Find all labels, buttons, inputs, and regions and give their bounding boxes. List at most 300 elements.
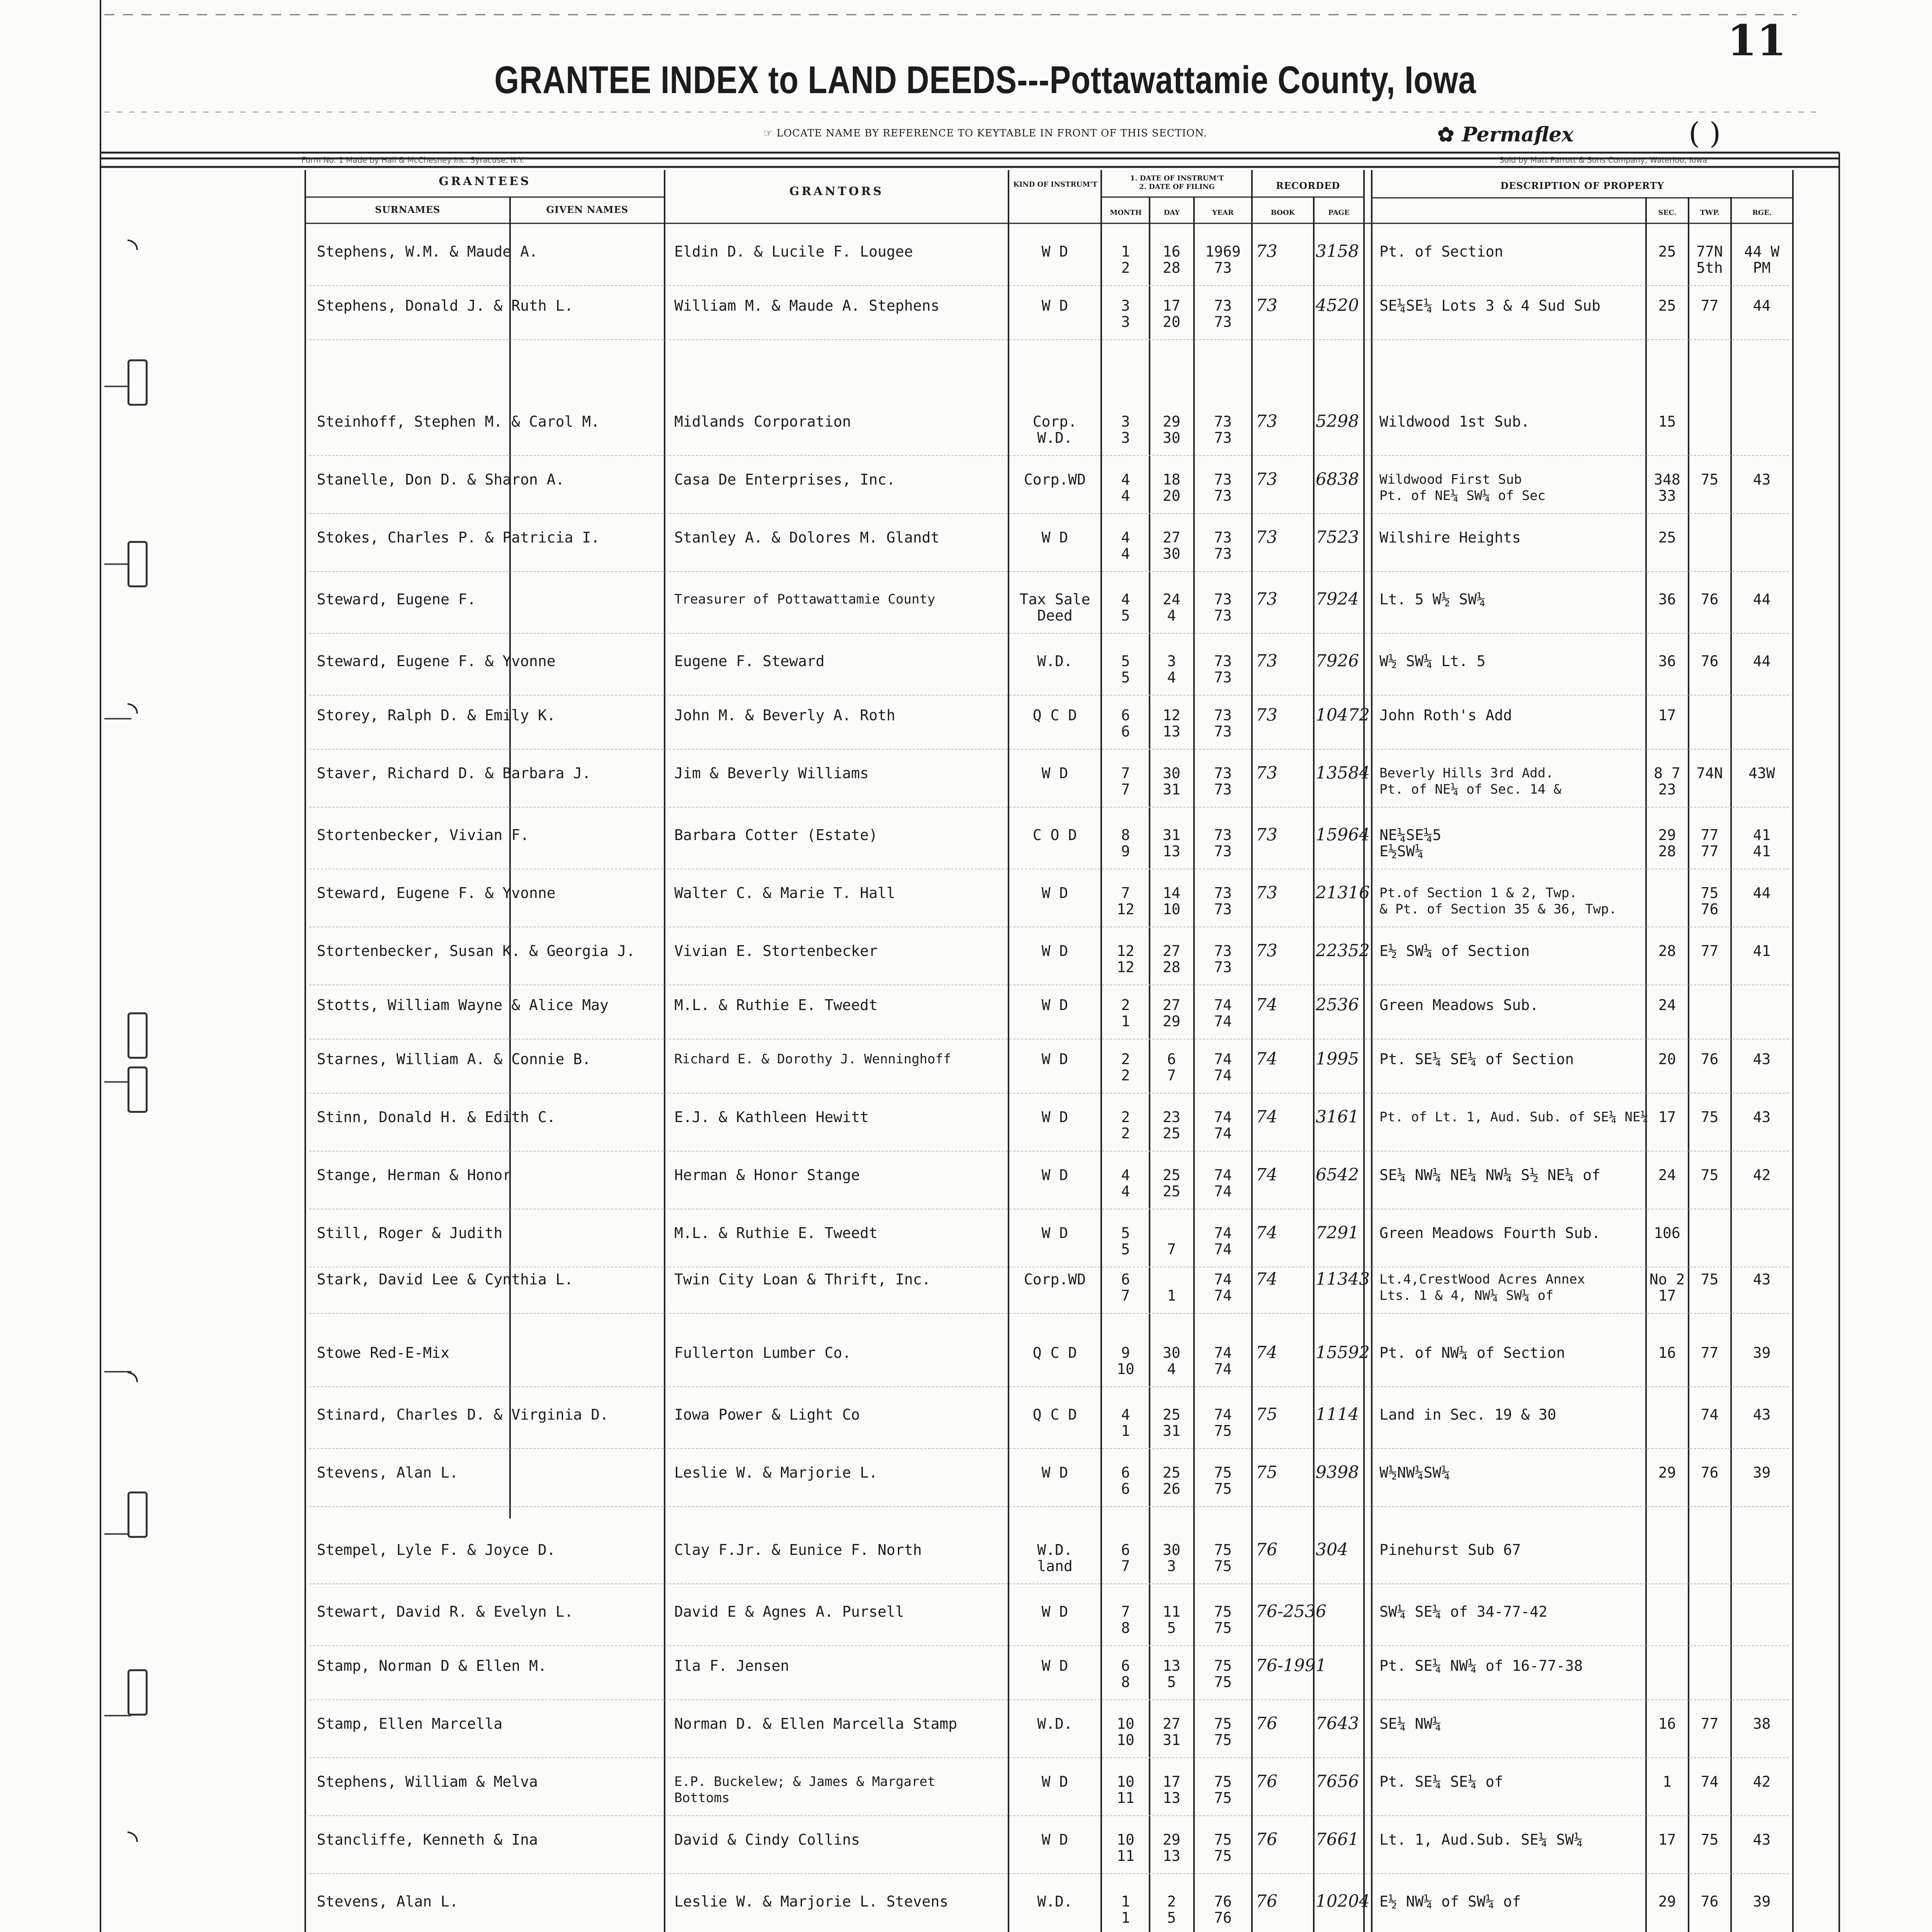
book-cell: 73 xyxy=(1256,763,1277,783)
grantor-cell: Richard E. & Dorothy J. Wenninghoff xyxy=(674,1051,951,1067)
year-cell: 1969 73 xyxy=(1205,243,1241,276)
year-cell: 73 73 xyxy=(1214,942,1232,976)
month-cell: 12 12 xyxy=(1117,942,1134,976)
grantor-cell: David & Cindy Collins xyxy=(674,1831,860,1848)
twp-cell: 77 xyxy=(1701,1344,1719,1361)
grantee-cell: Stokes, Charles P. & Patricia I. xyxy=(317,529,600,546)
book-cell: 73 xyxy=(1256,242,1277,261)
day-cell: 6 7 xyxy=(1167,1051,1176,1084)
kind-cell: W D xyxy=(1041,997,1068,1014)
description-cell: E½ NW¼ of SW¼ of xyxy=(1379,1893,1521,1910)
grantor-cell: Leslie W. & Marjorie L. Stevens xyxy=(674,1893,949,1910)
twp-cell: 75 xyxy=(1701,1271,1719,1288)
page-cell: 10472 xyxy=(1316,705,1370,725)
kind-cell: W.D. xyxy=(1037,653,1073,670)
kind-cell: W D xyxy=(1041,1167,1068,1184)
page-cell: 11343 xyxy=(1316,1269,1370,1289)
description-cell: Beverly Hills 3rd Add. Pt. of NE¼ of Sec. 14 & xyxy=(1379,765,1561,797)
grantor-cell: M.L. & Ruthie E. Tweedt xyxy=(674,997,878,1014)
year-cell: 75 75 xyxy=(1214,1464,1232,1497)
month-cell: 6 6 xyxy=(1121,1464,1130,1497)
year-cell: 75 75 xyxy=(1214,1831,1232,1864)
description-cell: Wildwood 1st Sub. xyxy=(1379,413,1530,430)
month-cell: 6 7 xyxy=(1121,1271,1130,1304)
kind-cell: Q C D xyxy=(1032,1406,1077,1423)
page-cell: 13584 xyxy=(1316,763,1370,783)
day-cell: 2 5 xyxy=(1167,1893,1176,1926)
rge-cell: 38 xyxy=(1753,1715,1771,1732)
rge-cell: 43 xyxy=(1753,1831,1771,1848)
month-cell: 3 3 xyxy=(1121,297,1130,330)
row-separator xyxy=(309,1699,1789,1700)
sec-cell: 16 xyxy=(1658,1715,1676,1732)
description-cell: John Roth's Add xyxy=(1379,707,1512,724)
year-cell: 73 73 xyxy=(1214,529,1232,562)
month-cell: 4 1 xyxy=(1121,1406,1130,1439)
day-cell: 30 3 xyxy=(1163,1541,1180,1575)
page-cell: 15592 xyxy=(1316,1343,1370,1362)
key-tab-bracket: ( ) xyxy=(1689,116,1721,150)
ring-mark: ◝ xyxy=(128,696,138,727)
page-title: GRANTEE INDEX to LAND DEEDS---Pottawattamie County, Iowa xyxy=(494,58,1476,102)
row-separator xyxy=(309,571,1789,572)
description-cell: Pt. of Section xyxy=(1379,243,1503,260)
twp-cell: 77 xyxy=(1701,297,1719,314)
description-cell: Pt. SE¼ SE¼ of Section xyxy=(1379,1051,1574,1068)
book-cell: 74 xyxy=(1256,995,1277,1015)
twp-cell: 77 77 xyxy=(1701,827,1719,860)
rge-cell: 39 xyxy=(1753,1464,1771,1481)
grantee-cell: Stancliffe, Kenneth & Ina xyxy=(317,1831,538,1848)
day-cell: 23 25 xyxy=(1163,1109,1180,1142)
kind-cell: W D xyxy=(1041,1051,1068,1068)
header-date-instrument: 1. DATE OF INSTRUM'T xyxy=(1130,174,1224,182)
page-cell: 304 xyxy=(1316,1540,1348,1560)
row-separator xyxy=(309,1386,1789,1387)
month-cell: 5 5 xyxy=(1121,1225,1130,1258)
header-rules xyxy=(100,153,1839,167)
kind-cell: W.D. land xyxy=(1037,1541,1073,1575)
header-year: YEAR xyxy=(1212,209,1234,217)
book-cell: 76 xyxy=(1256,1540,1277,1560)
twp-cell: 77 xyxy=(1701,1715,1719,1732)
year-cell: 76 76 xyxy=(1214,1893,1232,1926)
twp-cell: 76 xyxy=(1701,1051,1719,1068)
month-cell: 6 8 xyxy=(1121,1657,1130,1690)
rge-cell: 43 xyxy=(1753,1051,1771,1068)
header-page: PAGE xyxy=(1328,209,1350,217)
day-cell: 24 4 xyxy=(1163,591,1180,624)
year-cell: 73 73 xyxy=(1214,707,1232,740)
day-cell: 13 5 xyxy=(1163,1657,1180,1690)
month-cell: 1 1 xyxy=(1121,1893,1130,1926)
row-separator xyxy=(309,339,1789,340)
page-cell: 7924 xyxy=(1316,589,1359,609)
grantor-cell: M.L. & Ruthie E. Tweedt xyxy=(674,1225,878,1242)
grantee-cell: Steward, Eugene F. & Yvonne xyxy=(317,653,556,670)
month-cell: 5 5 xyxy=(1121,653,1130,686)
sec-cell: 25 xyxy=(1658,243,1676,260)
twp-cell: 74 xyxy=(1701,1406,1719,1423)
page-cell: 3161 xyxy=(1316,1107,1359,1127)
day-cell: 27 28 xyxy=(1163,942,1180,976)
rge-cell: 44 xyxy=(1753,884,1771,901)
header-date-filing: 2. DATE OF FILING xyxy=(1139,183,1215,191)
year-cell: 75 75 xyxy=(1214,1541,1232,1575)
page-cell: 6838 xyxy=(1316,469,1359,489)
book-cell: 76-2536 xyxy=(1256,1602,1327,1621)
grantor-cell: Vivian E. Stortenbecker xyxy=(674,942,878,959)
page-cell: 9398 xyxy=(1316,1463,1359,1482)
description-cell: Pt. of NW¼ of Section xyxy=(1379,1344,1565,1361)
month-cell: 4 4 xyxy=(1121,1167,1130,1200)
grantor-cell: Barbara Cotter (Estate) xyxy=(674,827,878,844)
kind-cell: Q C D xyxy=(1032,707,1077,724)
grantor-cell: William M. & Maude A. Stephens xyxy=(674,297,940,314)
row-separator xyxy=(309,1873,1789,1874)
sec-cell: 25 xyxy=(1658,529,1676,546)
kind-cell: W D xyxy=(1041,1464,1068,1481)
page-cell: 7656 xyxy=(1316,1772,1359,1791)
book-cell: 74 xyxy=(1256,1269,1277,1289)
kind-cell: Corp.WD xyxy=(1024,1271,1086,1288)
grantor-cell: Treasurer of Pottawattamie County xyxy=(674,592,935,607)
grantee-cell: Storey, Ralph D. & Emily K. xyxy=(317,707,556,724)
month-cell: 10 11 xyxy=(1117,1831,1134,1864)
page-number: 11 xyxy=(1727,15,1787,65)
sec-cell: 15 xyxy=(1658,413,1676,430)
month-cell: 7 12 xyxy=(1117,884,1134,918)
brand-name: Permaflex xyxy=(1462,123,1574,146)
rge-cell: 41 xyxy=(1753,942,1771,959)
page-cell: 10204 xyxy=(1316,1891,1370,1911)
kind-cell: W D xyxy=(1041,529,1068,546)
grantee-cell: Stephens, William & Melva xyxy=(317,1773,538,1790)
book-cell: 74 xyxy=(1256,1223,1277,1243)
book-cell: 73 xyxy=(1256,883,1277,903)
kind-cell: W D xyxy=(1041,1773,1068,1790)
row-separator xyxy=(309,1583,1789,1584)
sec-cell: 17 xyxy=(1658,1109,1676,1126)
header-month: MONTH xyxy=(1110,209,1142,217)
twp-cell: 76 xyxy=(1701,591,1719,608)
twp-cell: 76 xyxy=(1701,653,1719,670)
row-separator xyxy=(309,1313,1789,1314)
grantor-cell: Fullerton Lumber Co. xyxy=(674,1344,851,1361)
book-cell: 73 xyxy=(1256,651,1277,671)
kind-cell: W D xyxy=(1041,884,1068,901)
day-cell: 12 13 xyxy=(1163,707,1180,740)
kind-cell: W D xyxy=(1041,1831,1068,1848)
day-cell: 11 5 xyxy=(1163,1603,1180,1636)
binder-hole xyxy=(128,1669,148,1716)
grantee-cell: Stinard, Charles D. & Virginia D. xyxy=(317,1406,609,1423)
year-cell: 74 74 xyxy=(1214,1344,1232,1378)
page-cell: 21316 xyxy=(1316,883,1370,903)
description-cell: Pinehurst Sub 67 xyxy=(1379,1541,1521,1558)
twp-cell: 75 xyxy=(1701,1831,1719,1848)
description-cell: W½ SW¼ Lt. 5 xyxy=(1379,653,1486,670)
book-cell: 74 xyxy=(1256,1165,1277,1185)
book-cell: 74 xyxy=(1256,1049,1277,1069)
twp-cell: 74 xyxy=(1701,1773,1719,1790)
kind-cell: W D xyxy=(1041,1603,1068,1620)
year-cell: 74 74 xyxy=(1214,1271,1232,1304)
description-cell: Pt. SE¼ SE¼ of xyxy=(1379,1773,1503,1790)
sec-cell: 17 xyxy=(1658,1831,1676,1848)
year-cell: 74 74 xyxy=(1214,997,1232,1030)
grantee-cell: Stephens, Donald J. & Ruth L. xyxy=(317,297,573,314)
page-cell: 5298 xyxy=(1316,412,1359,431)
rge-cell: 41 41 xyxy=(1753,827,1771,860)
day-cell: 25 31 xyxy=(1163,1406,1180,1439)
twp-cell: 74N xyxy=(1696,765,1723,782)
header-grantees: GRANTEES xyxy=(439,175,531,188)
grantee-cell: Stark, David Lee & Cynthia L. xyxy=(317,1271,573,1288)
description-cell: Pt. SE¼ NW¼ of 16-77-38 xyxy=(1379,1657,1583,1674)
page-cell: 4520 xyxy=(1316,296,1359,315)
kind-cell: W D xyxy=(1041,942,1068,959)
grantee-cell: Stange, Herman & Honor xyxy=(317,1167,512,1184)
year-cell: 74 74 xyxy=(1214,1167,1232,1200)
year-cell: 73 73 xyxy=(1214,591,1232,624)
rge-cell: 43 xyxy=(1753,1109,1771,1126)
sec-cell: 29 28 xyxy=(1658,827,1676,860)
twp-cell: 77N 5th xyxy=(1696,243,1723,276)
grantee-cell: Stevens, Alan L. xyxy=(317,1893,459,1910)
book-cell: 76 xyxy=(1256,1891,1277,1911)
rge-cell: 39 xyxy=(1753,1344,1771,1361)
page-cell: 7523 xyxy=(1316,527,1359,547)
sec-cell: No 2 17 xyxy=(1649,1271,1685,1304)
year-cell: 75 75 xyxy=(1214,1603,1232,1636)
rge-cell: 43 xyxy=(1753,1406,1771,1423)
day-cell: 31 13 xyxy=(1163,827,1180,860)
month-cell: 4 5 xyxy=(1121,591,1130,624)
year-cell: 73 73 xyxy=(1214,471,1232,504)
page-cell: 7926 xyxy=(1316,651,1359,671)
kind-cell: Corp.WD xyxy=(1024,471,1086,488)
grantor-cell: Twin City Loan & Thrift, Inc. xyxy=(674,1271,931,1288)
day-cell: 3 4 xyxy=(1167,653,1176,686)
month-cell: 4 4 xyxy=(1121,471,1130,504)
sec-cell: 17 xyxy=(1658,707,1676,724)
month-cell: 2 2 xyxy=(1121,1109,1130,1142)
header-recorded: RECORDED xyxy=(1276,180,1340,191)
sec-cell: 106 xyxy=(1654,1225,1680,1242)
description-cell: W½NW¼SW¼ xyxy=(1379,1464,1451,1481)
header-given-names: GIVEN NAMES xyxy=(546,204,629,215)
twp-cell: 76 xyxy=(1701,1893,1719,1910)
grantee-cell: Stevens, Alan L. xyxy=(317,1464,459,1481)
sec-cell: 24 xyxy=(1658,1167,1676,1184)
month-cell: 6 7 xyxy=(1121,1541,1130,1575)
description-cell: SE¼ NW¼ NE¼ NW¼ S½ NE¼ of xyxy=(1379,1167,1600,1184)
kind-cell: Q C D xyxy=(1032,1344,1077,1361)
month-cell: 2 2 xyxy=(1121,1051,1130,1084)
rge-cell: 39 xyxy=(1753,1893,1771,1910)
header-description: DESCRIPTION OF PROPERTY xyxy=(1500,180,1665,191)
row-separator xyxy=(309,285,1789,286)
grantor-cell: Walter C. & Marie T. Hall xyxy=(674,884,895,901)
month-cell: 3 3 xyxy=(1121,413,1130,446)
kind-cell: Corp. W.D. xyxy=(1032,413,1077,446)
header-sec: SEC. xyxy=(1658,209,1677,217)
form-imprint: Form No. 1 Made by Hall & McChesney Inc. Syracuse, N.Y. xyxy=(301,155,524,165)
ring-mark: ◝ xyxy=(128,1364,138,1396)
year-cell: 73 73 xyxy=(1214,653,1232,686)
twp-cell: 75 xyxy=(1701,1167,1719,1184)
page-cell: 3158 xyxy=(1316,242,1359,261)
rge-cell: 43 xyxy=(1753,1271,1771,1288)
grantee-cell: Steward, Eugene F. xyxy=(317,591,476,608)
grantee-cell: Stamp, Norman D & Ellen M. xyxy=(317,1657,547,1674)
description-cell: Lt. 5 W½ SW¼ xyxy=(1379,591,1486,608)
month-cell: 2 1 xyxy=(1121,997,1130,1030)
book-cell: 73 xyxy=(1256,296,1277,315)
day-cell: 27 31 xyxy=(1163,1715,1180,1748)
grantee-cell: Stortenbecker, Susan K. & Georgia J. xyxy=(317,942,635,959)
header-book: BOOK xyxy=(1270,209,1295,217)
grantee-cell: Still, Roger & Judith xyxy=(317,1225,503,1242)
row-separator xyxy=(309,633,1789,634)
grantee-cell: Stowe Red-E-Mix xyxy=(317,1344,450,1361)
description-cell: Wilshire Heights xyxy=(1379,529,1521,546)
row-separator xyxy=(309,1757,1789,1758)
row-separator xyxy=(309,695,1789,696)
day-cell: 30 31 xyxy=(1163,765,1180,798)
grantee-cell: Stanelle, Don D. & Sharon A. xyxy=(317,471,565,488)
grantor-cell: Casa De Enterprises, Inc. xyxy=(674,471,895,488)
row-separator xyxy=(309,749,1789,750)
page-cell: 1995 xyxy=(1316,1049,1359,1069)
description-cell: Green Meadows Fourth Sub. xyxy=(1379,1225,1600,1242)
rge-cell: 44 xyxy=(1753,297,1771,314)
grantor-cell: E.P. Buckelew; & James & Margaret Bottoms xyxy=(674,1774,935,1806)
ring-mark: ◝ xyxy=(128,1824,138,1855)
description-cell: SE¼SE¼ Lots 3 & 4 Sud Sub xyxy=(1379,297,1600,314)
header-surnames: SURNAMES xyxy=(375,204,440,215)
day-cell: 17 13 xyxy=(1163,1773,1180,1806)
page-cell: 15964 xyxy=(1316,825,1370,845)
header-grantors: GRANTORS xyxy=(789,185,884,198)
month-cell: 4 4 xyxy=(1121,529,1130,562)
sec-cell: 36 xyxy=(1658,653,1676,670)
grantee-cell: Steward, Eugene F. & Yvonne xyxy=(317,884,556,901)
month-cell: 10 10 xyxy=(1117,1715,1134,1748)
month-cell: 1 2 xyxy=(1121,243,1130,276)
book-cell: 73 xyxy=(1256,469,1277,489)
book-cell: 73 xyxy=(1256,705,1277,725)
description-cell: Land in Sec. 19 & 30 xyxy=(1379,1406,1556,1423)
kind-cell: W D xyxy=(1041,1657,1068,1674)
sec-cell: 24 xyxy=(1658,997,1676,1014)
book-cell: 74 xyxy=(1256,1107,1277,1127)
column-rules xyxy=(100,0,1839,1932)
twp-cell: 77 xyxy=(1701,942,1719,959)
year-cell: 73 73 xyxy=(1214,884,1232,918)
grantee-cell: Stortenbecker, Vivian F. xyxy=(317,827,529,844)
grantor-cell: John M. & Beverly A. Roth xyxy=(674,707,895,724)
day-cell: 25 25 xyxy=(1163,1167,1180,1200)
header-kind: KIND OF INSTRUM'T xyxy=(1013,180,1097,189)
kind-cell: W D xyxy=(1041,765,1068,782)
kind-cell: W.D. xyxy=(1037,1893,1073,1910)
grantor-cell: Leslie W. & Marjorie L. xyxy=(674,1464,878,1481)
binder-hole xyxy=(128,541,148,587)
grantee-cell: Stempel, Lyle F. & Joyce D. xyxy=(317,1541,556,1558)
kind-cell: W.D. xyxy=(1037,1715,1073,1732)
binder-hole xyxy=(128,1066,148,1113)
year-cell: 75 75 xyxy=(1214,1773,1232,1806)
month-cell: 6 6 xyxy=(1121,707,1130,740)
day-cell: 1 xyxy=(1167,1287,1176,1304)
day-cell: 29 30 xyxy=(1163,413,1180,446)
description-cell: Green Meadows Sub. xyxy=(1379,997,1539,1014)
grantor-cell: Midlands Corporation xyxy=(674,413,851,430)
page-cell: 2536 xyxy=(1316,995,1359,1015)
header-twp: TWP. xyxy=(1700,209,1720,217)
rge-cell: 43W xyxy=(1748,765,1775,782)
description-cell: Pt. of Lt. 1, Aud. Sub. of SE¼ NE¼ xyxy=(1379,1109,1648,1125)
description-cell: Wildwood First Sub Pt. of NE¼ SW¼ of Sec xyxy=(1379,472,1546,503)
grantor-cell: Herman & Honor Stange xyxy=(674,1167,860,1184)
ring-mark: ◝ xyxy=(128,232,138,264)
description-cell: SE¼ NW¼ xyxy=(1379,1715,1442,1732)
kind-cell: W D xyxy=(1041,1109,1068,1126)
locate-note: ☞ LOCATE NAME BY REFERENCE TO KEYTABLE IN FRONT OF THIS SECTION. xyxy=(764,128,1207,139)
year-cell: 73 73 xyxy=(1214,413,1232,446)
page-cell: 6542 xyxy=(1316,1165,1359,1185)
header-day: DAY xyxy=(1163,209,1180,217)
sec-cell: 28 xyxy=(1658,942,1676,959)
day-cell: 14 10 xyxy=(1163,884,1180,918)
sec-cell: 25 xyxy=(1658,297,1676,314)
day-cell: 25 26 xyxy=(1163,1464,1180,1497)
rge-cell: 42 xyxy=(1753,1773,1771,1790)
rge-cell: 43 xyxy=(1753,471,1771,488)
row-separator xyxy=(309,1093,1789,1094)
day-cell: 17 20 xyxy=(1163,297,1180,330)
twp-cell: 75 76 xyxy=(1701,884,1719,918)
description-cell: E½ SW¼ of Section xyxy=(1379,942,1530,959)
book-cell: 73 xyxy=(1256,589,1277,609)
month-cell: 9 10 xyxy=(1117,1344,1134,1378)
description-cell: Pt.of Section 1 & 2, Twp. & Pt. of Section 35 & 36, Twp. xyxy=(1379,885,1617,917)
year-cell: 73 73 xyxy=(1214,297,1232,330)
row-separator xyxy=(309,1506,1789,1507)
description-cell: SW¼ SE¼ of 34-77-42 xyxy=(1379,1603,1548,1620)
rge-cell: 44 xyxy=(1753,591,1771,608)
binder-hole xyxy=(128,1012,148,1059)
year-cell: 73 73 xyxy=(1214,765,1232,798)
sec-cell: 1 xyxy=(1663,1773,1672,1790)
kind-cell: W D xyxy=(1041,297,1068,314)
year-cell: 74 75 xyxy=(1214,1406,1232,1439)
day-cell: 16 28 xyxy=(1163,243,1180,276)
year-cell: 75 75 xyxy=(1214,1715,1232,1748)
grantor-cell: David E & Agnes A. Pursell xyxy=(674,1603,904,1620)
day-cell: 27 30 xyxy=(1163,529,1180,562)
book-cell: 73 xyxy=(1256,825,1277,845)
grantee-cell: Stephens, W.M. & Maude A. xyxy=(317,243,538,260)
row-separator xyxy=(309,1645,1789,1646)
page-cell: 1114 xyxy=(1316,1405,1359,1424)
month-cell: 7 7 xyxy=(1121,765,1130,798)
grantor-cell: Iowa Power & Light Co xyxy=(674,1406,860,1423)
day-cell: 27 29 xyxy=(1163,997,1180,1030)
twp-cell: 76 xyxy=(1701,1464,1719,1481)
